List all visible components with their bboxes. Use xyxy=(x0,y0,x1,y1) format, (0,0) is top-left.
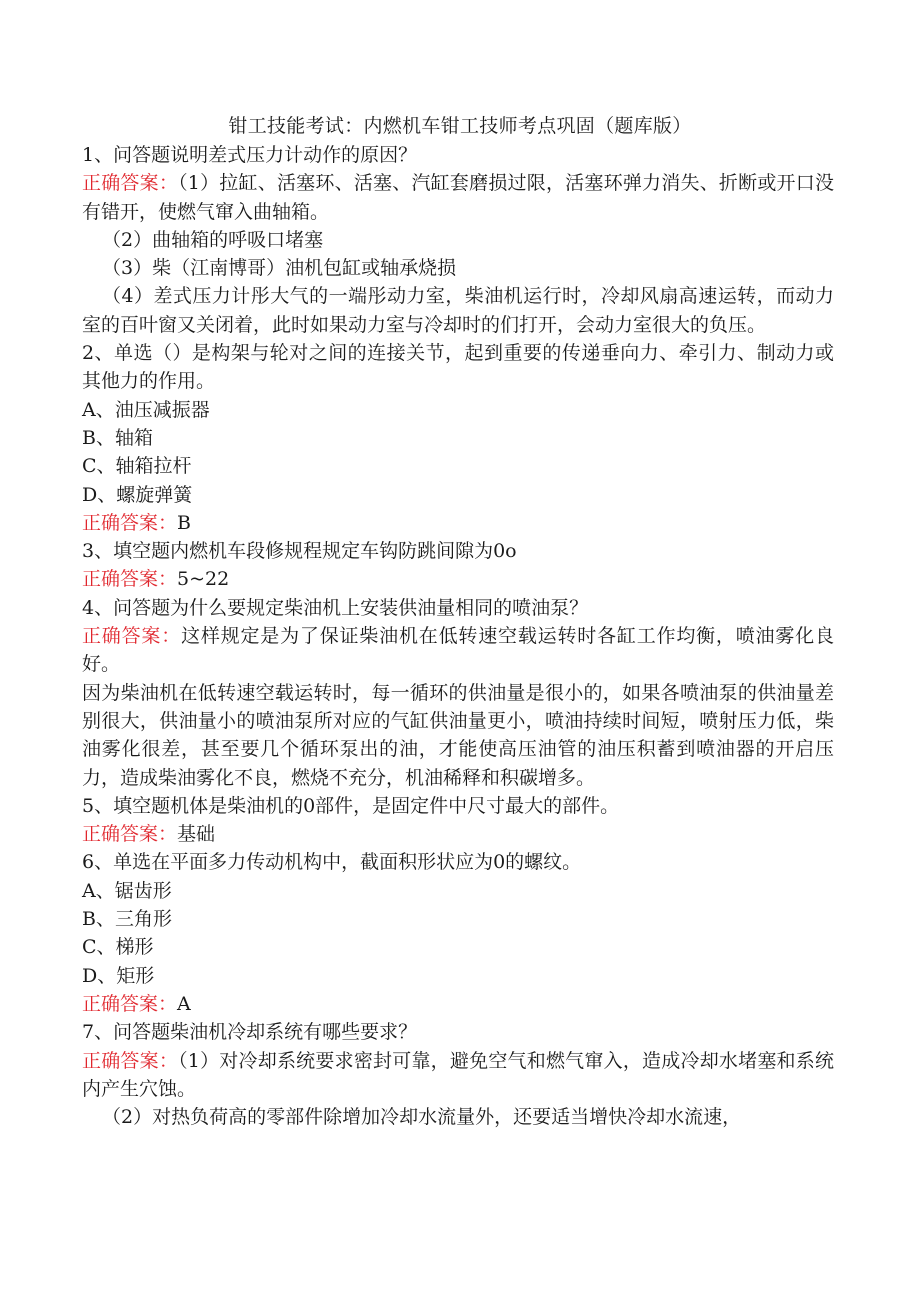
question-2-option-a: A、油压减振器 xyxy=(82,398,210,421)
answer-7-text: （1）对冷却系统要求密封可靠，避免空气和燃气窜入，造成冷却水堵塞和系统内产生穴蚀。 xyxy=(82,1049,834,1100)
answer-3 xyxy=(82,565,834,593)
answer-4-text: 这样规定是为了保证柴油机在低转速空载运转时各缸工作均衡，喷油雾化良好。 xyxy=(82,625,834,676)
question-6-option-d: D、矩形 xyxy=(82,964,155,987)
question-4: 4、问答题为什么要规定柴油机上安装供油量相同的喷油泵？ xyxy=(82,596,589,619)
answer-2 xyxy=(82,509,834,537)
question-2: 2、单选（）是构架与轮对之间的连接关节，起到重要的传递垂向力、牵引力、制动力或其他力的作用。 xyxy=(82,342,834,393)
answer-5-text: 基础 xyxy=(177,823,216,846)
question-6-option-a: A、锯齿形 xyxy=(82,879,172,902)
answer-1-item-2: （2）曲轴箱的呼吸口堵塞 xyxy=(102,228,324,251)
question-1: 1、问答题说明差式压力计动作的原因？ xyxy=(82,144,418,166)
answer-label: 正确答案： xyxy=(82,1049,179,1072)
answer-label: 正确答案： xyxy=(82,823,178,846)
question-5: 5、填空题机体是柴油机的0部件，是固定件中尺寸最大的部件。 xyxy=(82,794,620,817)
question-6: 6、单选在平面多力传动机构中，截面积形状应为0的螺纹。 xyxy=(82,851,582,874)
question-6-option-c: C、梯形 xyxy=(82,936,154,959)
page-title: 钳工技能考试：内燃机车钳工技师考点巩固（题库版） xyxy=(228,115,692,137)
question-7: 7、问答题柴油机冷却系统有哪些要求？ xyxy=(82,1021,418,1044)
answer-1-item-4: （4）差式压力计彤大气的一端彤动力室，柴油机运行时，冷却风扇高速运转，而动力室的百叶窗又关闭着，此时如果动力室与冷却时的们打开，会动力室很大的负压。 xyxy=(82,285,834,336)
document-body xyxy=(82,141,834,1131)
question-2-option-d: D、螺旋弹簧 xyxy=(82,483,193,506)
answer-3-text: 5~22 xyxy=(177,568,230,591)
answer-label: 正确答案： xyxy=(82,992,178,1015)
answer-label: 正确答案： xyxy=(82,568,178,591)
question-6-option-b: B、三角形 xyxy=(82,908,172,931)
question-2-option-c: C、轴箱拉杆 xyxy=(82,455,192,478)
answer-4 xyxy=(82,622,834,679)
answer-6-text: A xyxy=(177,992,191,1015)
answer-5 xyxy=(82,820,834,848)
question-3: 3、填空题内燃机车段修规程规定车钩防跳间隙为0o xyxy=(82,540,517,563)
answer-1 xyxy=(82,169,834,226)
answer-label: 正确答案： xyxy=(82,172,179,195)
answer-2-text: B xyxy=(177,511,191,534)
answer-label: 正确答案： xyxy=(82,511,178,534)
answer-7 xyxy=(82,1047,834,1104)
answer-6 xyxy=(82,990,834,1018)
answer-4-paragraph-2: 因为柴油机在低转速空载运转时，每一循环的供油量是很小的，如果各喷油泵的供油量差别很大，供油量小的喷油泵所对应的气缸供油量更小，喷油持续时间短，喷射压力低，柴油雾化很差，甚至要几个循环泵出的油，才能使高压油管的油压积蓄到喷油器的开启压力，造成柴油雾化不良，燃烧不充分，机油稀释和积碳增多。 xyxy=(82,681,834,789)
question-2-option-b: B、轴箱 xyxy=(82,426,153,449)
answer-label: 正确答案： xyxy=(82,625,182,648)
answer-7-item-2: （2）对热负荷高的零部件除增加冷却水流量外，还要适当增快冷却水流速， xyxy=(102,1106,742,1129)
answer-1-text: （1）拉缸、活塞环、活塞、汽缸套磨损过限，活塞环弹力消失、折断或开口没有错开，使燃气窜入曲轴箱。 xyxy=(82,172,834,223)
answer-1-item-3: （3）柴（江南博哥）油机包缸或轴承烧损 xyxy=(102,257,457,280)
